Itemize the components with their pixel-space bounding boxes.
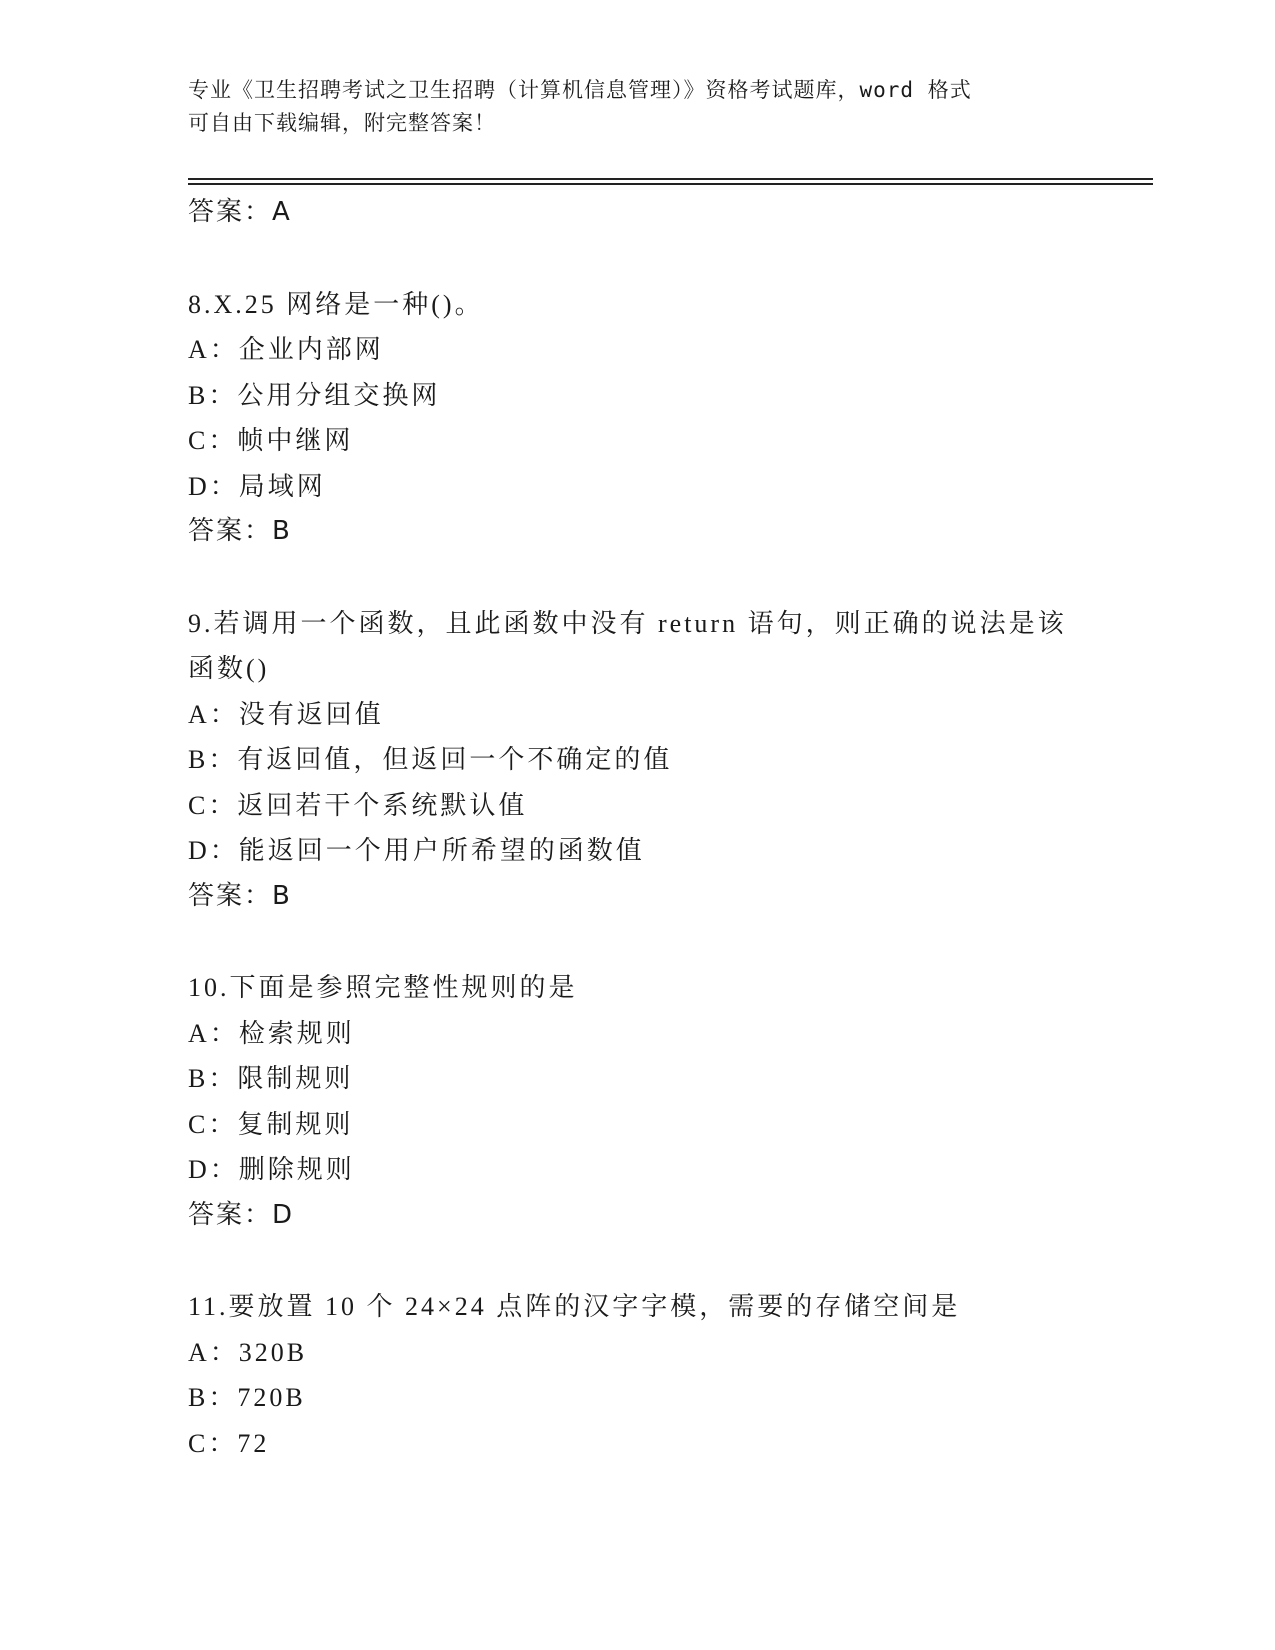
question-stem-line-1: 9.若调用一个函数，且此函数中没有 return 语句，则正确的说法是该 [188, 608, 1067, 638]
header-divider-bottom [188, 183, 1153, 185]
option-a: A：检索规则 [188, 1018, 355, 1048]
question-block [188, 601, 1108, 920]
option-a: A：320B [188, 1337, 308, 1367]
answer-line: 答案：D [188, 1199, 295, 1230]
option-d: D：删除规则 [188, 1155, 355, 1184]
option-c: C：返回若干个系统默认值 [188, 790, 528, 820]
spacer [188, 1238, 1108, 1284]
option-d: D：局域网 [188, 471, 326, 501]
question-block [188, 965, 1108, 1238]
option-c: C：帧中继网 [188, 426, 354, 455]
option-c: C：复制规则 [188, 1109, 354, 1139]
option-c: C：72 [188, 1428, 270, 1458]
document-header [188, 74, 1088, 140]
option-b: B：有返回值，但返回一个不确定的值 [188, 745, 673, 774]
header-divider-top [188, 178, 1153, 180]
question-stem: 10.下面是参照完整性规则的是 [188, 973, 578, 1002]
option-a: A：企业内部网 [188, 335, 384, 364]
spacer [188, 919, 1108, 965]
question-list [188, 190, 1108, 1466]
option-b: B：720B [188, 1383, 306, 1412]
spacer [188, 236, 1108, 282]
option-d: D：能返回一个用户所希望的函数值 [188, 836, 645, 865]
answer-line: 答案：B [188, 516, 292, 546]
question-block [188, 282, 1108, 555]
option-b: B：公用分组交换网 [188, 380, 441, 410]
answer-line: 答案：B [188, 880, 292, 911]
question-stem: 8.X.25 网络是一种()。 [188, 289, 484, 319]
spacer [188, 555, 1108, 601]
option-a: A：没有返回值 [188, 699, 384, 729]
question-stem: 11.要放置 10 个 24×24 点阵的汉字字模，需要的存储空间是 [188, 1292, 961, 1321]
option-b: B：限制规则 [188, 1064, 354, 1093]
question-stem-line-2: 函数() [188, 654, 270, 683]
header-line-2: 可自由下载编辑，附完整答案！ [188, 111, 496, 135]
header-line-1: 专业《卫生招聘考试之卫生招聘（计算机信息管理）》资格考试题库，word 格式 [188, 78, 972, 102]
question-block [188, 1284, 1108, 1466]
answer-line: 答案：A [188, 197, 292, 227]
